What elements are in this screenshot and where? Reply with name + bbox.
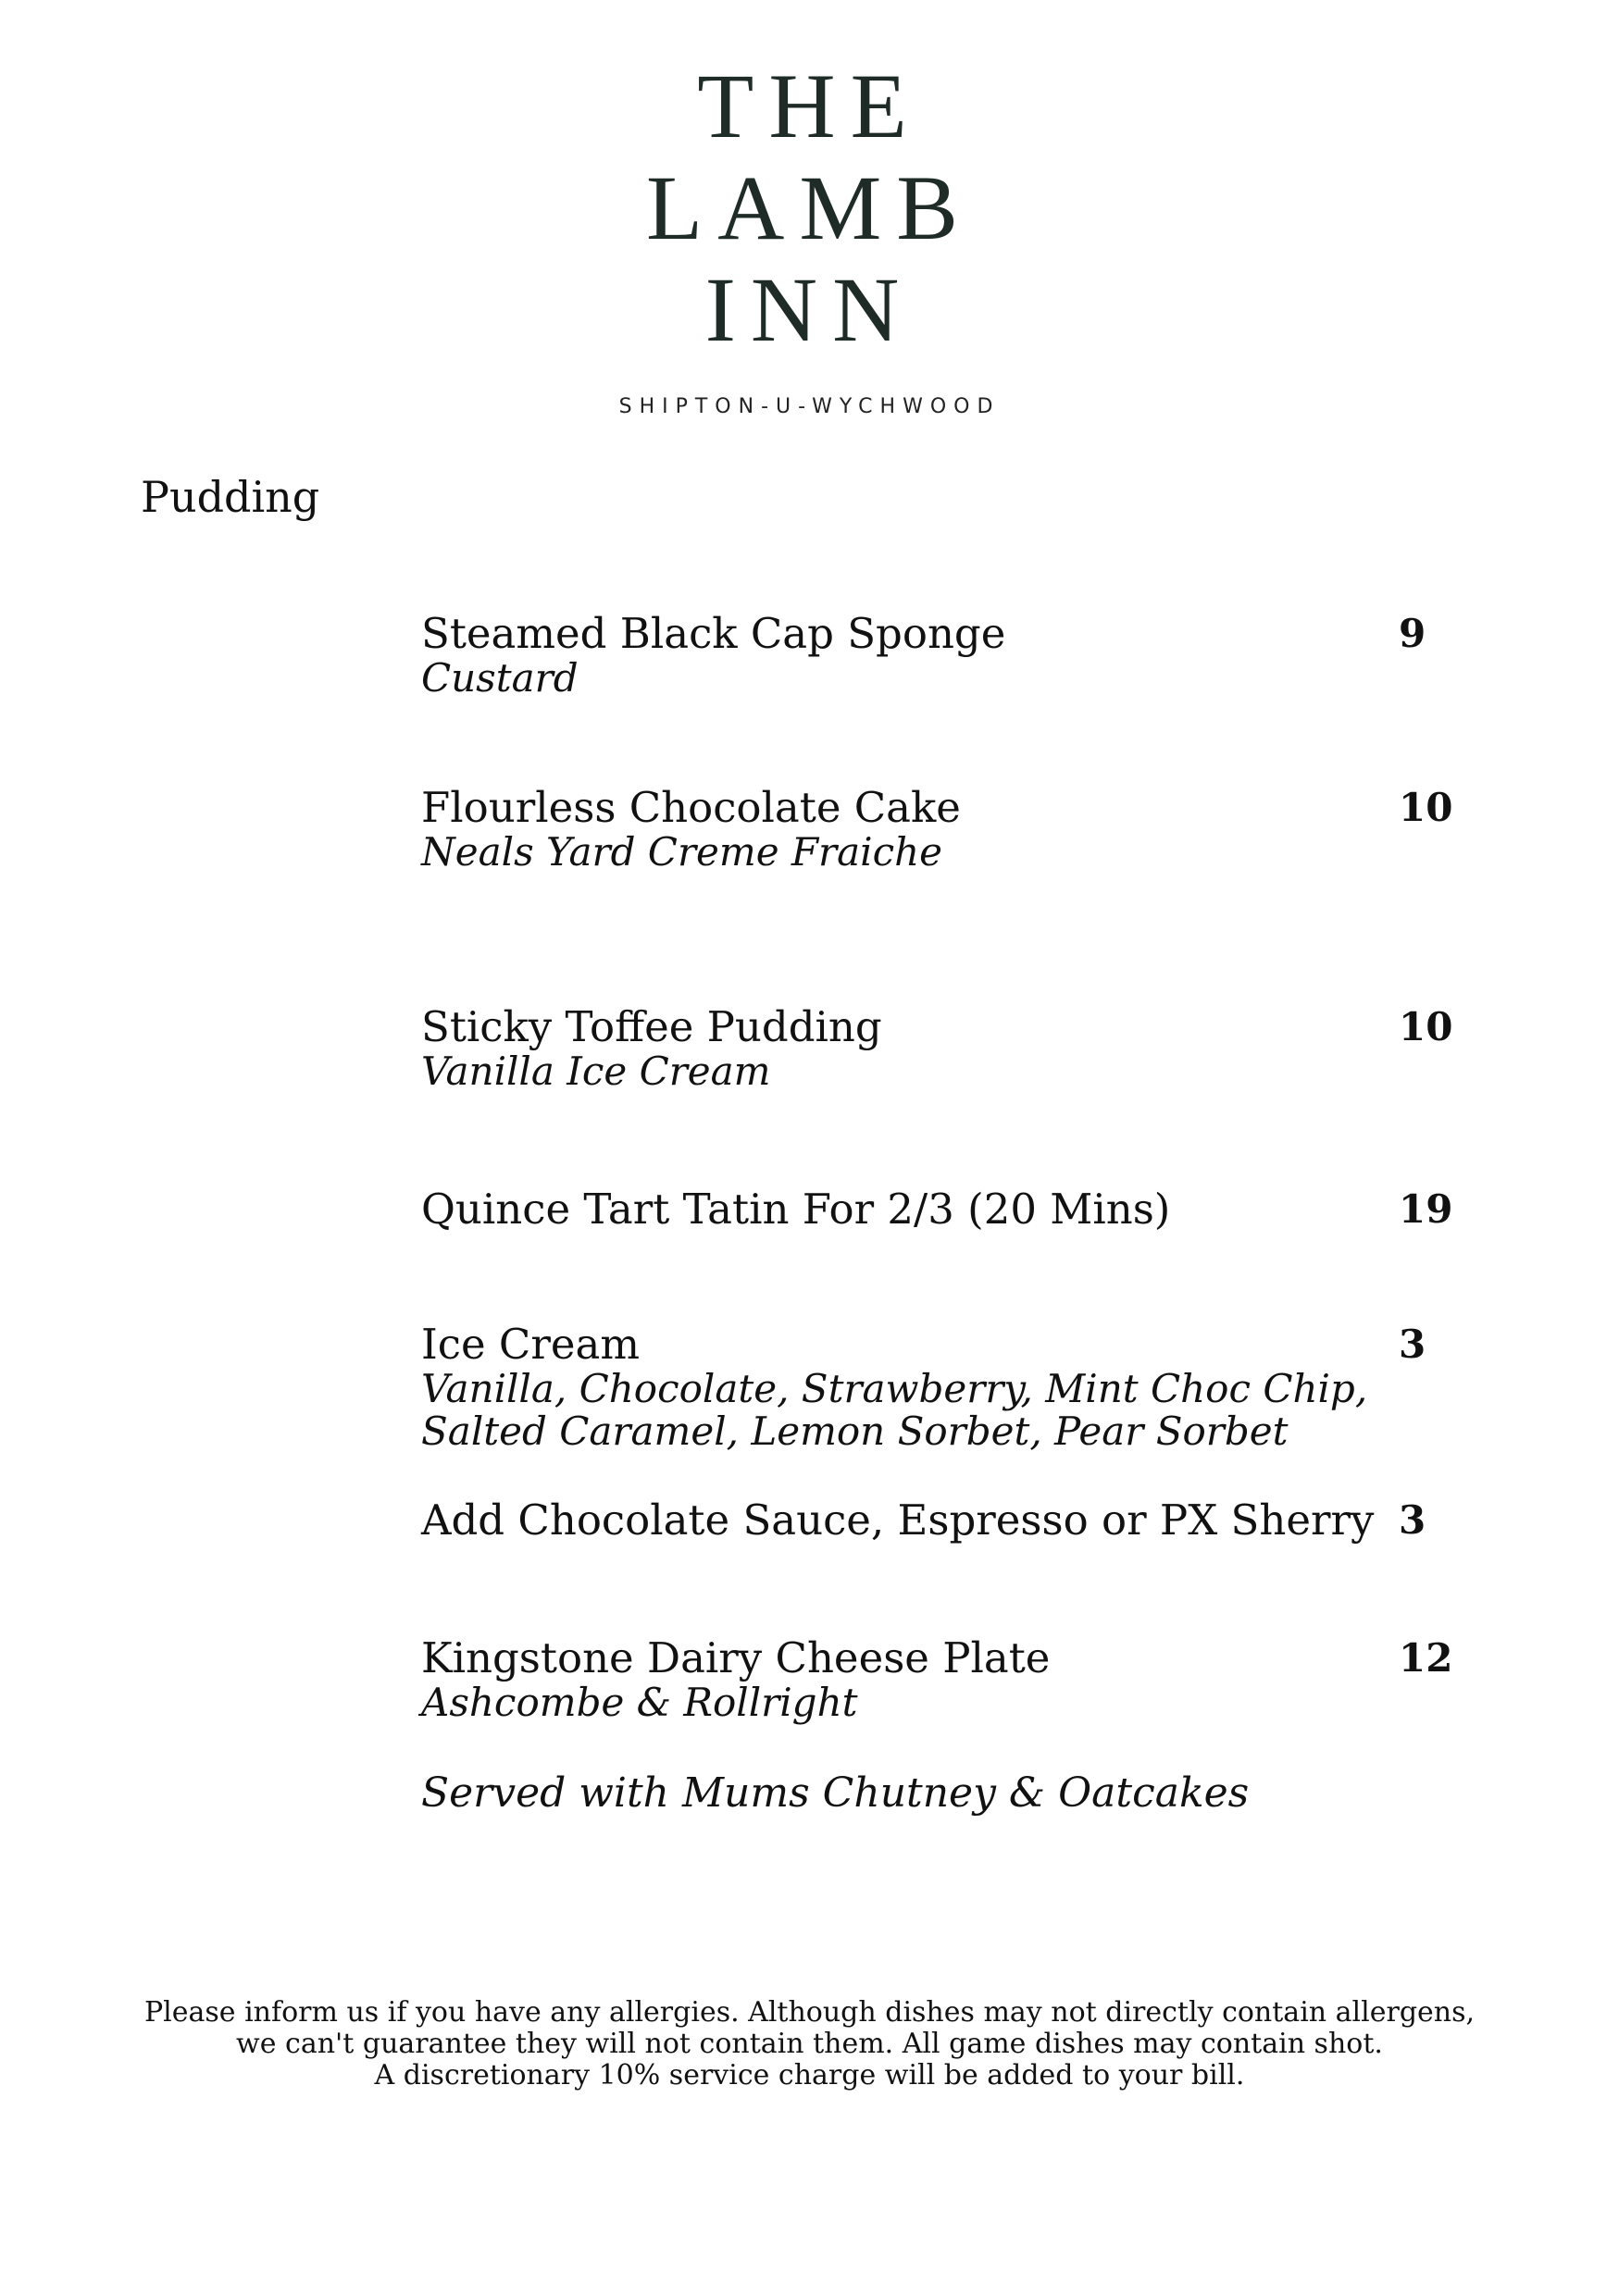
restaurant-location: SHIPTON-U-WYCHWOOD	[618, 395, 1001, 418]
menu-item-description: Ashcombe & Rollright	[421, 1680, 858, 1725]
menu-item-name: Flourless Chocolate Cake	[421, 783, 961, 832]
menu-item-price: 12	[1399, 1635, 1453, 1681]
menu-item-price: 3	[1399, 1497, 1426, 1543]
menu-item-price: 10	[1399, 785, 1453, 830]
menu-item-description: Custard	[421, 655, 579, 701]
logo-line-2: LAMB	[646, 156, 973, 259]
menu-item-description: Salted Caramel, Lemon Sorbet, Pear Sorbet	[421, 1409, 1289, 1454]
menu-item-price: 9	[1399, 611, 1426, 656]
menu-item-name: Quince Tart Tatin For 2/3 (20 Mins)	[421, 1185, 1171, 1234]
footer-line: we can't guarantee they will not contain them. All game dishes may contain shot.	[236, 2028, 1383, 2060]
footer-line: Please inform us if you have any allergies. Although dishes may not directly contain allergens,	[143, 1996, 1476, 2029]
footer-line: A discretionary 10% service charge will be added to your bill.	[374, 2059, 1245, 2091]
logo-line-3: INN	[704, 258, 915, 361]
menu-item-price: 19	[1399, 1186, 1453, 1232]
menu-item-price: 3	[1399, 1322, 1426, 1367]
menu-item	[421, 1497, 1495, 1544]
restaurant-logo	[0, 56, 1619, 361]
menu-item-name: Steamed Black Cap Sponge	[421, 609, 1006, 658]
menu-item-name: Ice Cream	[421, 1320, 640, 1369]
menu-item	[421, 1635, 1495, 1724]
menu-item-name: Sticky Toffee Pudding	[421, 1002, 882, 1051]
allergy-footer	[0, 1997, 1619, 2091]
menu-item	[421, 611, 1495, 700]
menu-item-price: 10	[1399, 1004, 1453, 1049]
menu-item	[421, 1004, 1495, 1093]
menu-item-description: Neals Yard Creme Fraiche	[421, 829, 943, 875]
logo-line-1: THE	[697, 55, 922, 157]
menu-item	[421, 1322, 1495, 1453]
menu-item-description: Vanilla, Chocolate, Strawberry, Mint Choc Chip,	[421, 1366, 1368, 1411]
menu-item-name: Kingstone Dairy Cheese Plate	[421, 1633, 1051, 1682]
menu-item-description: Vanilla Ice Cream	[421, 1049, 771, 1094]
menu-item-name: Add Chocolate Sauce, Espresso or PX Sherry	[421, 1496, 1375, 1545]
served-note: Served with Mums Chutney & Oatcakes	[421, 1769, 1250, 1817]
menu-item	[421, 785, 1495, 874]
section-title: Pudding	[141, 472, 320, 522]
menu-item	[421, 1186, 1495, 1233]
